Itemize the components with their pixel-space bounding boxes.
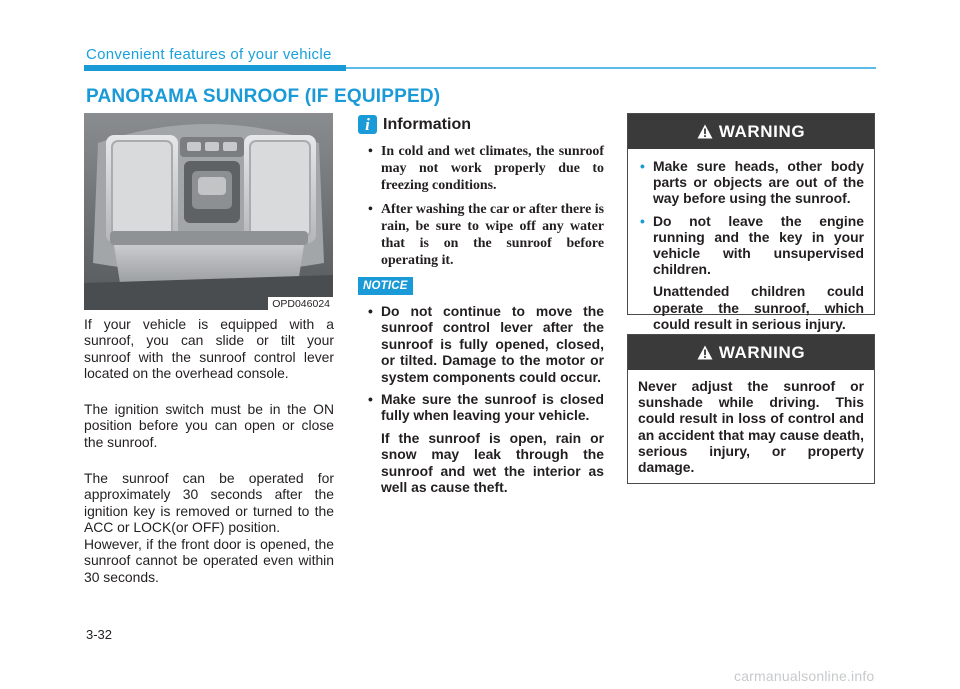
notice-item-text: Make sure the sunroof is closed fully when leaving your vehicle. — [381, 391, 604, 424]
information-title: Information — [383, 116, 471, 133]
intro-paragraph-2: The ignition switch must be in the ON position before you can open or close the sunroof. — [84, 401, 334, 450]
warning-triangle-icon — [697, 345, 713, 360]
warning-header — [628, 114, 874, 149]
notice-list — [366, 303, 604, 501]
warning-box-1 — [627, 113, 875, 332]
header-rule-dark — [84, 65, 346, 71]
info-icon: i — [358, 115, 377, 134]
photo-code: OPD046024 — [268, 297, 333, 310]
warning-label: WARNING — [718, 342, 806, 362]
page-title: PANORAMA SUNROOF (IF EQUIPPED) — [86, 86, 441, 107]
information-item: • In cold and wet climates, the sunroof may not work properly due to freezing conditions. — [366, 143, 604, 195]
intro-paragraph-3: The sunroof can be operated for approximately 30 seconds after the ignition key is removed or turned to the ACC or LOCK(or OFF) position. — [84, 470, 334, 536]
warning-list — [638, 158, 864, 332]
warning-item-text: Do not leave the engine running and the key in your vehicle with unsupervised children. — [653, 212, 864, 278]
page-number: 3-32 — [86, 627, 113, 642]
section-header: Convenient features of your vehicle — [86, 46, 332, 63]
warning-item-detail: Unattended children could operate the sunroof, which could result in serious injury. — [653, 283, 864, 332]
notice-item-detail: If the sunroof is open, rain or snow may leak through the sunroof and wet the interior as well as cause theft. — [381, 429, 604, 496]
notice-item: • Do not continue to move the sunroof control lever after the sunroof is fully opened, closed, or tilted. Damage to the motor or system components could occur. — [366, 303, 604, 385]
header-rule-light — [346, 67, 876, 69]
warning-item: • Make sure heads, other body parts or objects are out of the way before using the sunroof. — [638, 158, 864, 207]
watermark: carmanualsonline.info — [734, 668, 875, 684]
information-list — [366, 143, 604, 275]
warning-label: WARNING — [718, 121, 806, 141]
intro-paragraph-4: However, if the front door is opened, the sunroof cannot be operated even within 30 seconds. — [84, 536, 334, 585]
warning-text: Never adjust the sunroof or sunshade while driving. This could result in loss of control and an accident that may cause death, serious injury, or property damage. — [638, 378, 864, 476]
notice-item — [366, 391, 604, 495]
information-item: • After washing the car or after there is rain, be sure to wipe off any water that is on the sunroof before operating it. — [366, 201, 604, 270]
warning-header — [628, 335, 874, 370]
intro-paragraph-1: If your vehicle is equipped with a sunroof, you can slide or tilt your sunroof with the sunroof control lever located on the overhead console. — [84, 316, 334, 382]
notice-badge: NOTICE — [358, 277, 413, 295]
overhead-console-photo — [84, 113, 333, 310]
warning-box-2 — [627, 334, 875, 484]
warning-item — [638, 213, 864, 332]
warning-body — [628, 149, 874, 332]
warning-body — [628, 370, 874, 475]
warning-triangle-icon — [697, 124, 713, 139]
